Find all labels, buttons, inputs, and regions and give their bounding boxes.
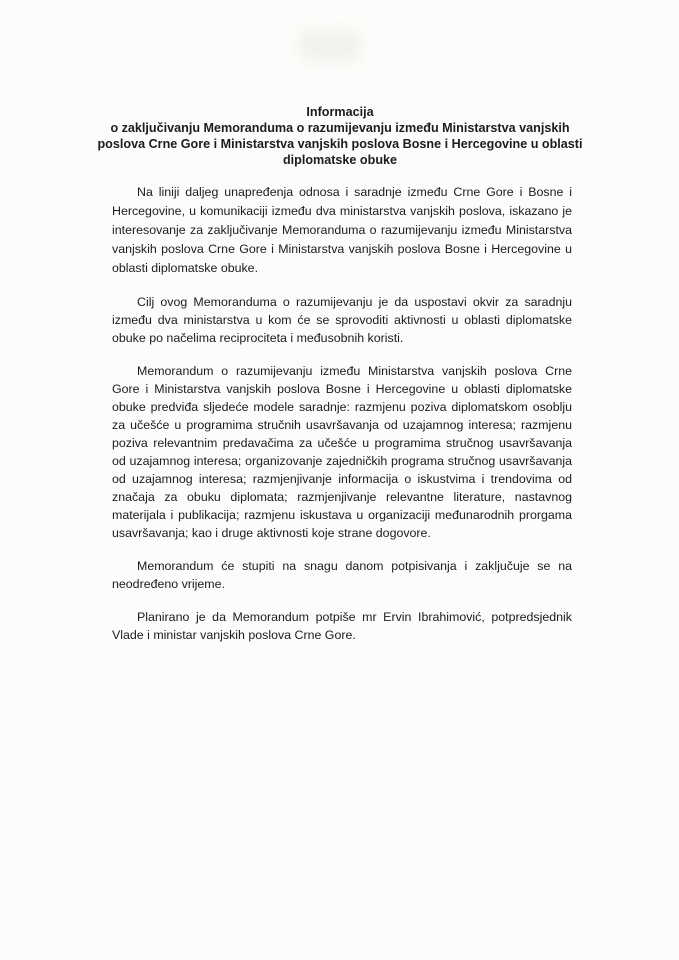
paragraph-5: Planirano je da Memorandum potpiše mr Ervin Ibrahimović, potpredsjednik Vlade i ministar vanjskih poslova Crne Gore.: [112, 610, 572, 642]
paragraph-4: Memorandum će stupiti na snagu danom potpisivanja i zaključuje se na neodređeno vrijeme.: [112, 559, 572, 591]
document-title: [90, 104, 590, 168]
paragraph-3: Memorandum o razumijevanju između Ministarstva vanjskih poslova Crne Gore i Ministarstva vanjskih poslova Bosne i Hercegovine u oblasti diplomatske obuke predviđa sljedeće modele saradnje: razmjenu poziva diplomatskom osoblju za učešće u programima stručnih usavršavanja od uzajamnog interesa; razmjenu poziva relevantnim predavačima za učešće u programima stručnog usavršavanja od uzajamnog interesa; organizovanje zajedničkih programa stručnog usavršavanja od uzajamnog interesa; razmjenjivanje informacija o iskustvima i trendovima od značaja za obuku diplomata; razmjenjivanje relevantne literature, nastavnog materijala i publikacija; razmjenu iskustava u organizaciji međunarodnih prorgama usavršavanja; kao i druge aktivnosti koje strane dogovore.: [112, 364, 572, 540]
scan-artifact: [300, 30, 360, 60]
paragraph-1: Na liniji daljeg unapređenja odnosa i saradnje između Crne Gore i Bosne i Hercegovine, u komunikaciji između dva ministarstva vanjskih poslova, iskazano je interesovanje za zaključivanje Memoranduma o razumijevanju između Ministarstva vanjskih poslova Crne Gore i Ministarstva vanjskih poslova Bosne i Hercegovine u oblasti diplomatske obuke.: [112, 185, 572, 275]
document-body: [112, 183, 572, 659]
paragraph-2: Cilj ovog Memoranduma o razumijevanju je da uspostavi okvir za saradnju između dva ministarstva u kom će se sprovoditi aktivnosti u oblasti diplomatske obuke po načelima reciprociteta i međusobnih koristi.: [112, 295, 572, 345]
title-subheading: o zaključivanju Memoranduma o razumijevanju između Ministarstva vanjskih poslova Crne Gore i Ministarstva vanjskih poslova Bosne i Hercegovine u oblasti diplomatske obuke: [97, 121, 583, 167]
title-heading: Informacija: [306, 105, 374, 119]
